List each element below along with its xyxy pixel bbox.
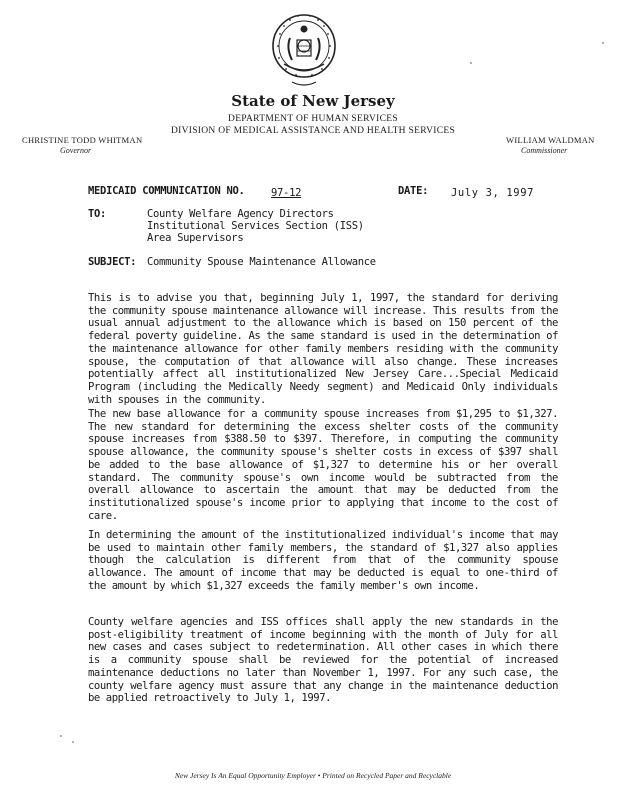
date-label: DATE: xyxy=(398,185,429,197)
state-name: State of New Jersey xyxy=(231,92,395,110)
communication-number: 97-12 xyxy=(271,187,302,199)
to-line: Area Supervisors xyxy=(147,232,244,244)
scan-speck xyxy=(470,62,472,64)
division-name: DIVISION OF MEDICAL ASSISTANCE AND HEALTH SERVICES xyxy=(170,126,456,136)
to-label: TO: xyxy=(88,208,107,220)
commissioner-name: WILLIAM WALDMAN xyxy=(506,135,595,145)
state-seal-icon xyxy=(270,12,338,92)
scan-speck xyxy=(60,735,62,737)
footer-note: New Jersey Is An Equal Opportunity Employer • Printed on Recycled Paper and Recyclable xyxy=(174,771,452,780)
communication-label: MEDICAID COMMUNICATION NO. xyxy=(88,185,245,197)
to-line: County Welfare Agency Directors xyxy=(147,208,334,220)
commissioner-title: Commissioner xyxy=(521,146,568,155)
date-value: July 3, 1997 xyxy=(451,187,535,199)
body-paragraph: In determining the amount of the institutionalized individual's income that may be used to maintain other family members, the standard of $1,327 also applies though the calculation is different from that of the community spouse allowance. The amount of income that may be deducted is equal to one-third of the amount by which $1,327 exceeds the family member's own income. xyxy=(88,529,558,592)
subject-value: Community Spouse Maintenance Allowance xyxy=(147,256,376,268)
governor-name: CHRISTINE TODD WHITMAN xyxy=(22,135,143,145)
body-paragraph: The new base allowance for a community spouse increases from $1,295 to $1,327. The new standard for determining the excess shelter costs of the community spouse increases from $388.50 to $397. Therefore, in computing the community spouse allowance, the community spouse's shelter costs in excess of $397 shall be added to the base allowance of $1,327 to determine his or her overall standard. The community spouse's own income would be subtracted from the overall allowance to ascertain the amount that may be deducted from the institutionalized spouse's income prior to applying that income to the cost of care. xyxy=(88,408,558,522)
scan-speck xyxy=(72,741,74,743)
subject-label: SUBJECT: xyxy=(88,256,137,268)
scan-speck xyxy=(602,42,604,44)
to-line: Institutional Services Section (ISS) xyxy=(147,220,364,232)
body-paragraph: This is to advise you that, beginning July 1, 1997, the standard for deriving the community spouse maintenance allowance will increase. This results from the usual annual adjustment to the allowance which is based on 150 percent of the federal poverty guideline. As the same standard is used in the determination of the maintenance allowance for other family members residing with the community spouse, the computation of that allowance will also change. These increases potentially affect all institutionalized New Jersey Care...Special Medicaid Program (including the Medically Needy segment) and Medicaid Only individuals with spouses in the community. xyxy=(88,292,558,406)
governor-title: Governor xyxy=(60,146,92,155)
department-name: DEPARTMENT OF HUMAN SERVICES xyxy=(228,114,398,124)
body-paragraph: County welfare agencies and ISS offices shall apply the new standards in the post-eligibility treatment of income beginning with the month of July for all new cases and cases subject to redetermination. All other cases in which there is a community spouse shall be reviewed for the potential of increased maintenance deductions no later than November 1, 1997. For any such case, the county welfare agency must assure that any change in the maintenance deduction be applied retroactively to July 1, 1997. xyxy=(88,616,558,705)
